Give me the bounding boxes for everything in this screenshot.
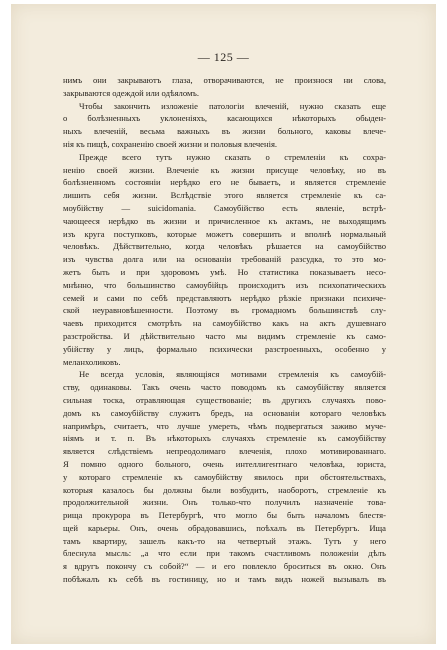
text-line: нимъ они закрываютъ глаза, отворачиваются, не произнося ни слова, — [63, 75, 386, 85]
text-line: продолжительной жизни. Онъ только-что получилъ назначеніе това- — [63, 497, 386, 508]
text-line: Чтобы закончить изложеніе патологіи влеченій, нужно сказать еще — [79, 100, 386, 111]
text-line: изъ чувства долга или на основаніи требованій разсудка, то это мо- — [63, 254, 386, 265]
text-line: о болѣзненныхъ уклоненіяхъ, касающихся нѣкоторыхъ обыден- — [63, 113, 386, 124]
text-line: Я помню одного больного, очень интеллигентнаго человѣка, юриста, — [63, 458, 386, 469]
text-line: меланхоликовъ. — [63, 356, 121, 367]
text-line: моубійству — suicidomania. Самоубійство есть явленіе, встрѣ- — [63, 202, 386, 213]
text-line: ніямъ и т. п. Въ нѣкоторыхъ случаяхъ стремленіе къ самоубійству — [63, 433, 386, 444]
text-line: семей и сами по себѣ представляютъ нерѣдко рѣзкіе признаки психиче- — [63, 292, 386, 303]
text-line: тамъ квартиру, зашелъ какъ-то на четвертый этажъ. Тутъ у него — [63, 535, 386, 546]
text-line: у котораго стремленіе къ самоубійству явилось при обстоятельствахъ, — [63, 471, 386, 482]
paragraph — [63, 100, 386, 151]
text-line: домъ къ самоубійству служитъ бредъ, на основаніи котораго человѣкъ — [63, 407, 386, 418]
text-line: закрываются одеждой или одѣяломъ. — [63, 87, 200, 98]
text-line: блеснула мысль: „а что если при такомъ счастливомъ положеніи дѣлъ — [63, 548, 386, 559]
text-line: лишить себя жизни. Вслѣдствіе этого является стремленіе къ са- — [63, 190, 386, 201]
text-line: ству, одинаковы. Такъ очень часто поводомъ къ самоубійству является — [63, 382, 386, 393]
body-text — [63, 74, 386, 586]
text-line: чающееся нерѣдко въ жизни и причисленное къ актамъ, не выходящимъ — [63, 215, 386, 226]
text-line: щей карьеры. Онъ, очень обрадовавшись, поѣхалъ въ Петербургъ. Ища — [63, 522, 386, 533]
text-line: мнѣнно, что большинство самоубійцъ происходитъ изъ психопатическихъ — [63, 279, 386, 290]
text-line: ской неуравновѣшенности. Поэтому въ громадномъ большинствѣ слу- — [63, 305, 386, 316]
text-line: ныхъ влеченій, весьма важныхъ въ жизни больного, каковы влече- — [63, 126, 386, 137]
text-line: изъ круга поступковъ, которые можетъ совершить и вполнѣ нормальный — [63, 228, 386, 239]
text-line: болѣзненномъ состояніи нерѣдко его не бываетъ, и является стремленіе — [63, 177, 386, 188]
text-line: ненію своей жизни. Влеченіе къ жизни присуще человѣку, но въ — [63, 164, 386, 175]
text-line: побѣжалъ къ себѣ въ гостиницу, но и тамъ видъ ножей вызывалъ въ — [63, 574, 386, 585]
paragraph — [63, 74, 386, 100]
text-line: чаевъ приходится смотрѣть на самоубійство какъ на актъ душевнаго — [63, 318, 386, 329]
text-line: жетъ быть и при здоровомъ умѣ. Но статистика показываетъ несо- — [63, 266, 386, 277]
text-line: которыя казалось бы должны были возбудить, наоборотъ, стремленіе къ — [63, 484, 386, 495]
page-number: — 125 — — [197, 50, 250, 64]
paragraph — [63, 368, 386, 586]
text-line: нія къ пищѣ, сохраненію своей жизни и половыя влеченія. — [63, 138, 278, 149]
text-line: Не всегда условія, являющіяся мотивами стремленія къ самоубій- — [79, 369, 386, 380]
text-line: убійству у лицъ, формально психически разстроенныхъ, особенно у — [63, 343, 386, 354]
text-line: напримѣръ, считаетъ, что лучше умереть, чѣмъ подвергаться заживо муче- — [63, 420, 386, 431]
book-page — [11, 4, 436, 644]
text-line: сильная тоска, отравляющая существованіе; въ другихъ случаяхъ пово- — [63, 394, 386, 405]
text-line: Прежде всего тутъ нужно сказать о стремленіи къ сохра- — [79, 151, 386, 162]
text-line: я вдругъ покончу съ собой?“ — и его повлекло броситься въ окно. Онъ — [63, 561, 386, 572]
text-line: рища прокурора въ Петербургѣ, что могло бы быть началомъ блестя- — [63, 510, 386, 521]
text-line: является слѣдствіемъ непреодолимаго влеченія, плохо мотивированнаго. — [63, 446, 386, 457]
text-line: разстройства. И дѣйствительно часто мы видимъ стремленіе къ само- — [63, 330, 386, 341]
text-line: человѣкъ. Дѣйствительно, когда человѣкъ рѣшается на самоубійство — [63, 241, 386, 252]
paragraph — [63, 151, 386, 369]
